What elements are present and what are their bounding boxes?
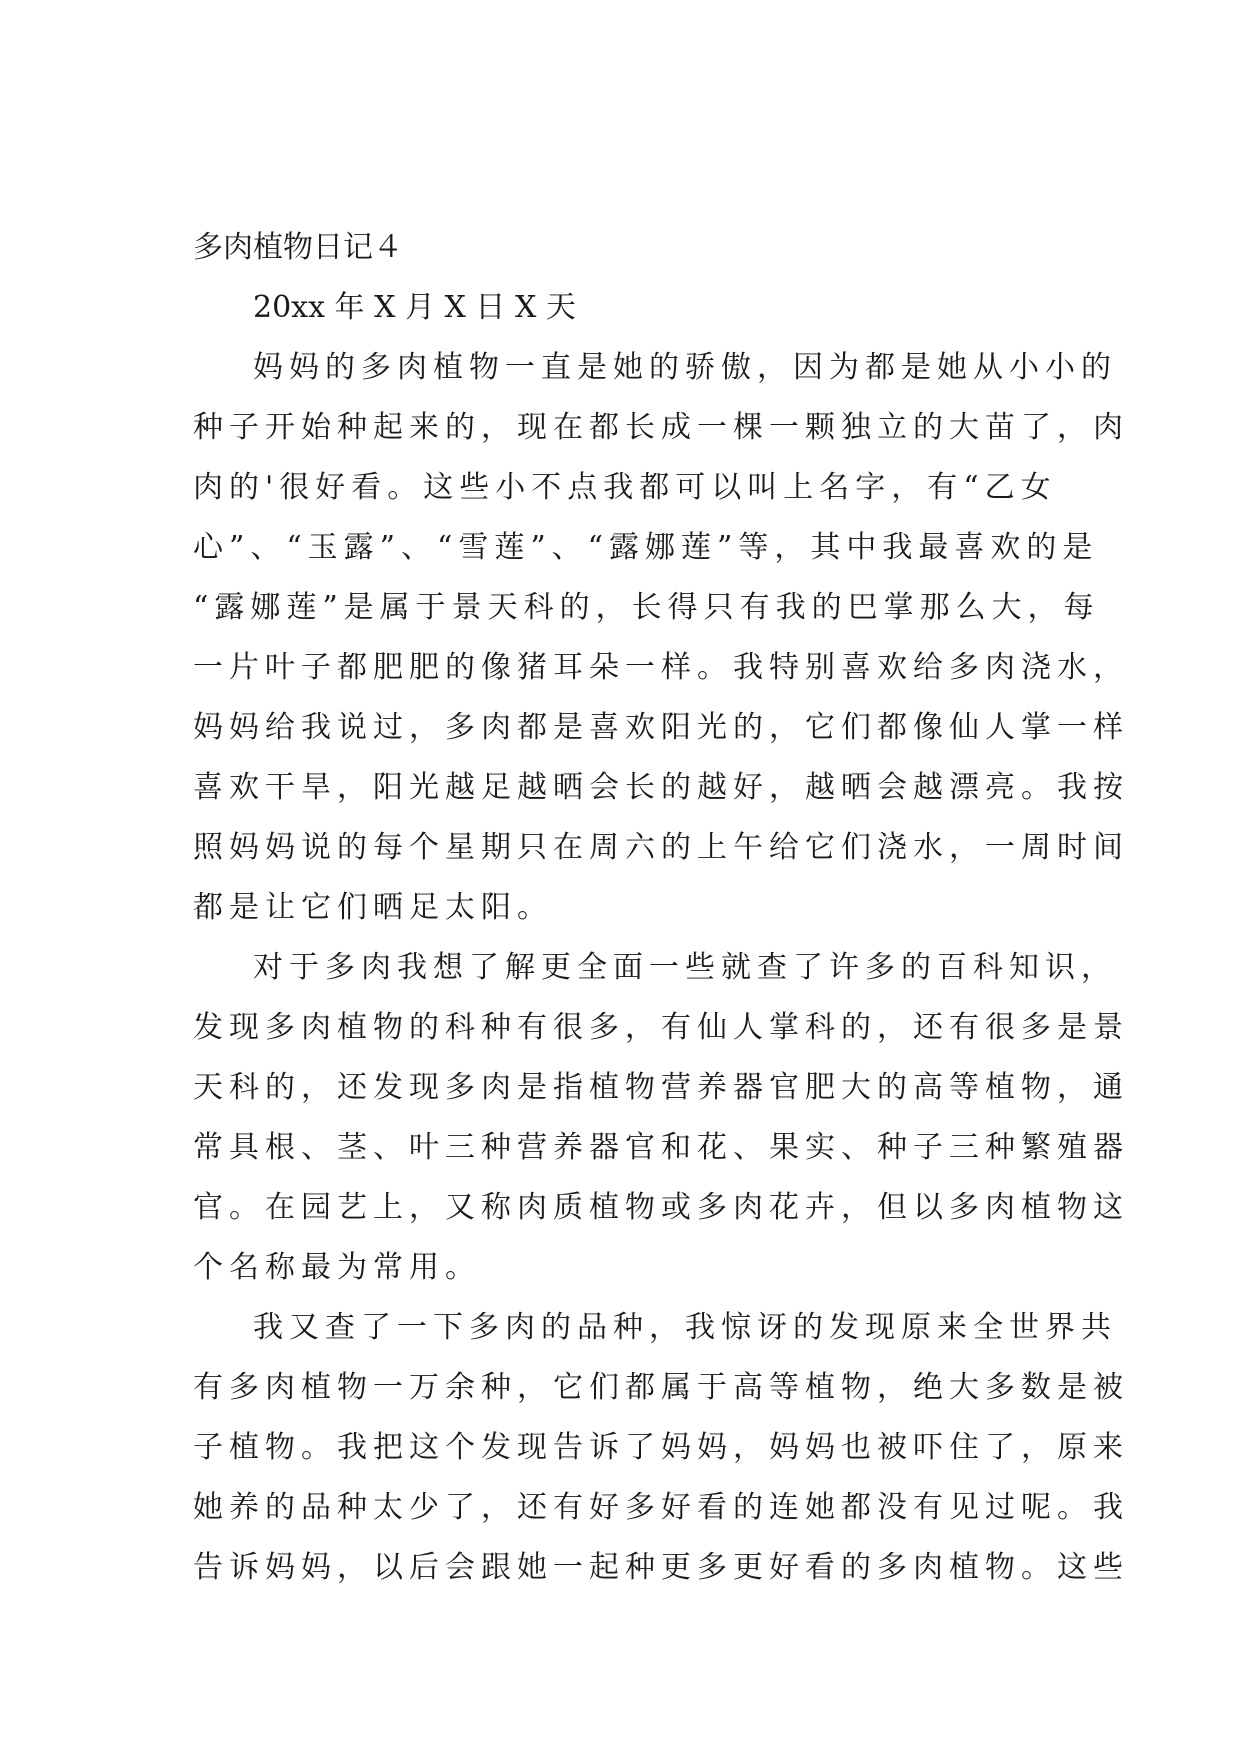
- diary-date: 20xx 年 X 月 X 日 X 天: [253, 290, 576, 325]
- body-line: 都是让它们晒足太阳。: [193, 890, 553, 925]
- body-line: 对于多肉我想了解更全面一些就查了许多的百科知识，: [253, 950, 1117, 985]
- body-line: 肉的'很好看。这些小不点我都可以叫上名字，有“乙女: [193, 470, 1057, 505]
- body-line: 照妈妈说的每个星期只在周六的上午给它们浇水，一周时间: [193, 830, 1129, 865]
- body-line: 告诉妈妈，以后会跟她一起种更多更好看的多肉植物。这些: [193, 1550, 1129, 1585]
- body-line: 一片叶子都肥肥的像猪耳朵一样。我特别喜欢给多肉浇水，: [193, 650, 1129, 685]
- body-line: 发现多肉植物的科种有很多，有仙人掌科的，还有很多是景: [193, 1010, 1129, 1045]
- body-line: 天科的，还发现多肉是指植物营养器官肥大的高等植物，通: [193, 1070, 1129, 1105]
- body-line: 种子开始种起来的，现在都长成一棵一颗独立的大苗了，肉: [193, 410, 1129, 445]
- body-line: 妈妈的多肉植物一直是她的骄傲，因为都是她从小小的: [253, 350, 1117, 385]
- body-line: 她养的品种太少了，还有好多好看的连她都没有见过呢。我: [193, 1490, 1129, 1525]
- body-line: 个名称最为常用。: [193, 1250, 481, 1285]
- body-line: 子植物。我把这个发现告诉了妈妈，妈妈也被吓住了，原来: [193, 1430, 1129, 1465]
- body-line: 官。在园艺上，又称肉质植物或多肉花卉，但以多肉植物这: [193, 1190, 1129, 1225]
- body-line: 妈妈给我说过，多肉都是喜欢阳光的，它们都像仙人掌一样: [193, 710, 1129, 745]
- body-line: 心”、“玉露”、“雪莲”、“露娜莲”等，其中我最喜欢的是: [193, 530, 1099, 565]
- body-line: “露娜莲”是属于景天科的，长得只有我的巴掌那么大，每: [193, 590, 1100, 625]
- body-line: 有多肉植物一万余种，它们都属于高等植物，绝大多数是被: [193, 1370, 1129, 1405]
- document-title: 多肉植物日记４: [193, 230, 403, 265]
- body-line: 喜欢干旱，阳光越足越晒会长的越好，越晒会越漂亮。我按: [193, 770, 1129, 805]
- body-line: 我又查了一下多肉的品种，我惊讶的发现原来全世界共: [253, 1310, 1117, 1345]
- body-line: 常具根、茎、叶三种营养器官和花、果实、种子三种繁殖器: [193, 1130, 1129, 1165]
